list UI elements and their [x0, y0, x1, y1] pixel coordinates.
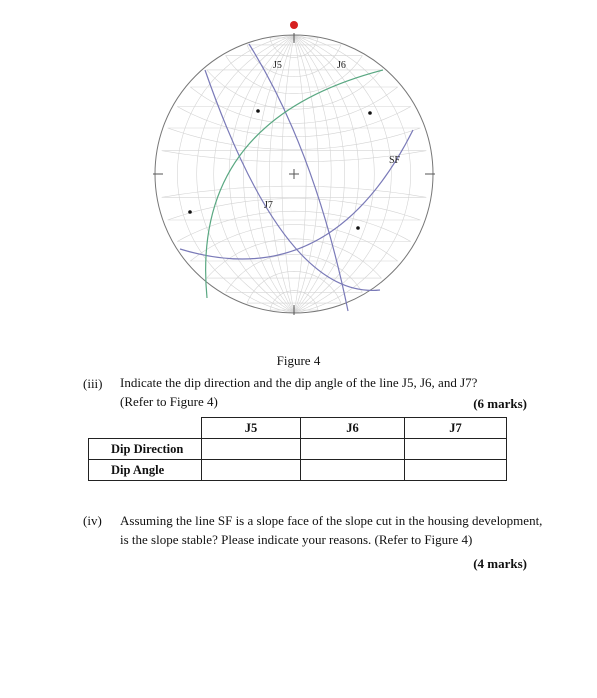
question-iv-line1: Assuming the line SF is a slope face of the slope cut in the housing development, [120, 513, 543, 528]
table-row [89, 460, 507, 481]
question-iv-line2: is the slope stable? Please indicate your reasons. (Refer to Figure 4) [120, 532, 473, 547]
figure-caption: Figure 4 [276, 353, 321, 368]
net-grid-line [162, 186, 427, 197]
answer-cell[interactable] [202, 439, 301, 460]
answer-cell[interactable] [202, 460, 301, 481]
label-j7: J7 [264, 200, 273, 211]
stereonet-figure [0, 0, 597, 340]
net-grid-line [243, 35, 294, 313]
net-grid-line [168, 199, 421, 221]
question-iv-marks: (4 marks) [473, 556, 527, 571]
answer-table [88, 417, 507, 481]
question-number-iii: (iii) [83, 376, 103, 391]
answer-cell[interactable] [405, 460, 507, 481]
net-grid-line [247, 45, 341, 77]
column-header-j5: J5 [202, 418, 301, 439]
table-row [89, 439, 507, 460]
pole-point [356, 226, 360, 230]
answer-cell[interactable] [301, 460, 405, 481]
net-grid-line [197, 35, 294, 313]
net-grid-line [226, 254, 363, 292]
question-iii-text [120, 373, 477, 411]
pole-point [188, 210, 192, 214]
net-grid-line [162, 151, 427, 162]
answer-cell[interactable] [405, 439, 507, 460]
north-marker [290, 21, 298, 29]
plane-j7 [206, 70, 383, 298]
label-sf: SF [389, 155, 401, 166]
net-grid-line [257, 35, 294, 313]
question-iv-text [120, 511, 542, 549]
answer-cell[interactable] [301, 439, 405, 460]
column-header-j6: J6 [301, 418, 405, 439]
label-j6: J6 [337, 60, 346, 71]
pole-point [368, 111, 372, 115]
label-j5: J5 [273, 60, 282, 71]
row-header-dip-angle: Dip Angle [89, 460, 202, 481]
question-iii-line2: (Refer to Figure 4) [120, 394, 218, 409]
row-header-dip-direction: Dip Direction [89, 439, 202, 460]
plane-j5 [249, 44, 348, 311]
question-iii-marks: (6 marks) [473, 396, 527, 411]
net-grid-line [294, 35, 391, 313]
net-grid-line [207, 70, 382, 109]
crosshairs [153, 33, 435, 315]
question-number-iv: (iv) [83, 513, 102, 528]
net-grid-line [229, 35, 294, 313]
pole-point [256, 109, 260, 113]
question-iii-line1: Indicate the dip direction and the dip angle of the line J5, J6, and J7? [120, 375, 478, 390]
column-header-j7: J7 [405, 418, 507, 439]
net-grid-line [294, 35, 331, 313]
table-corner [89, 418, 202, 439]
net-grid-line [294, 35, 359, 313]
table-header-row [89, 418, 507, 439]
